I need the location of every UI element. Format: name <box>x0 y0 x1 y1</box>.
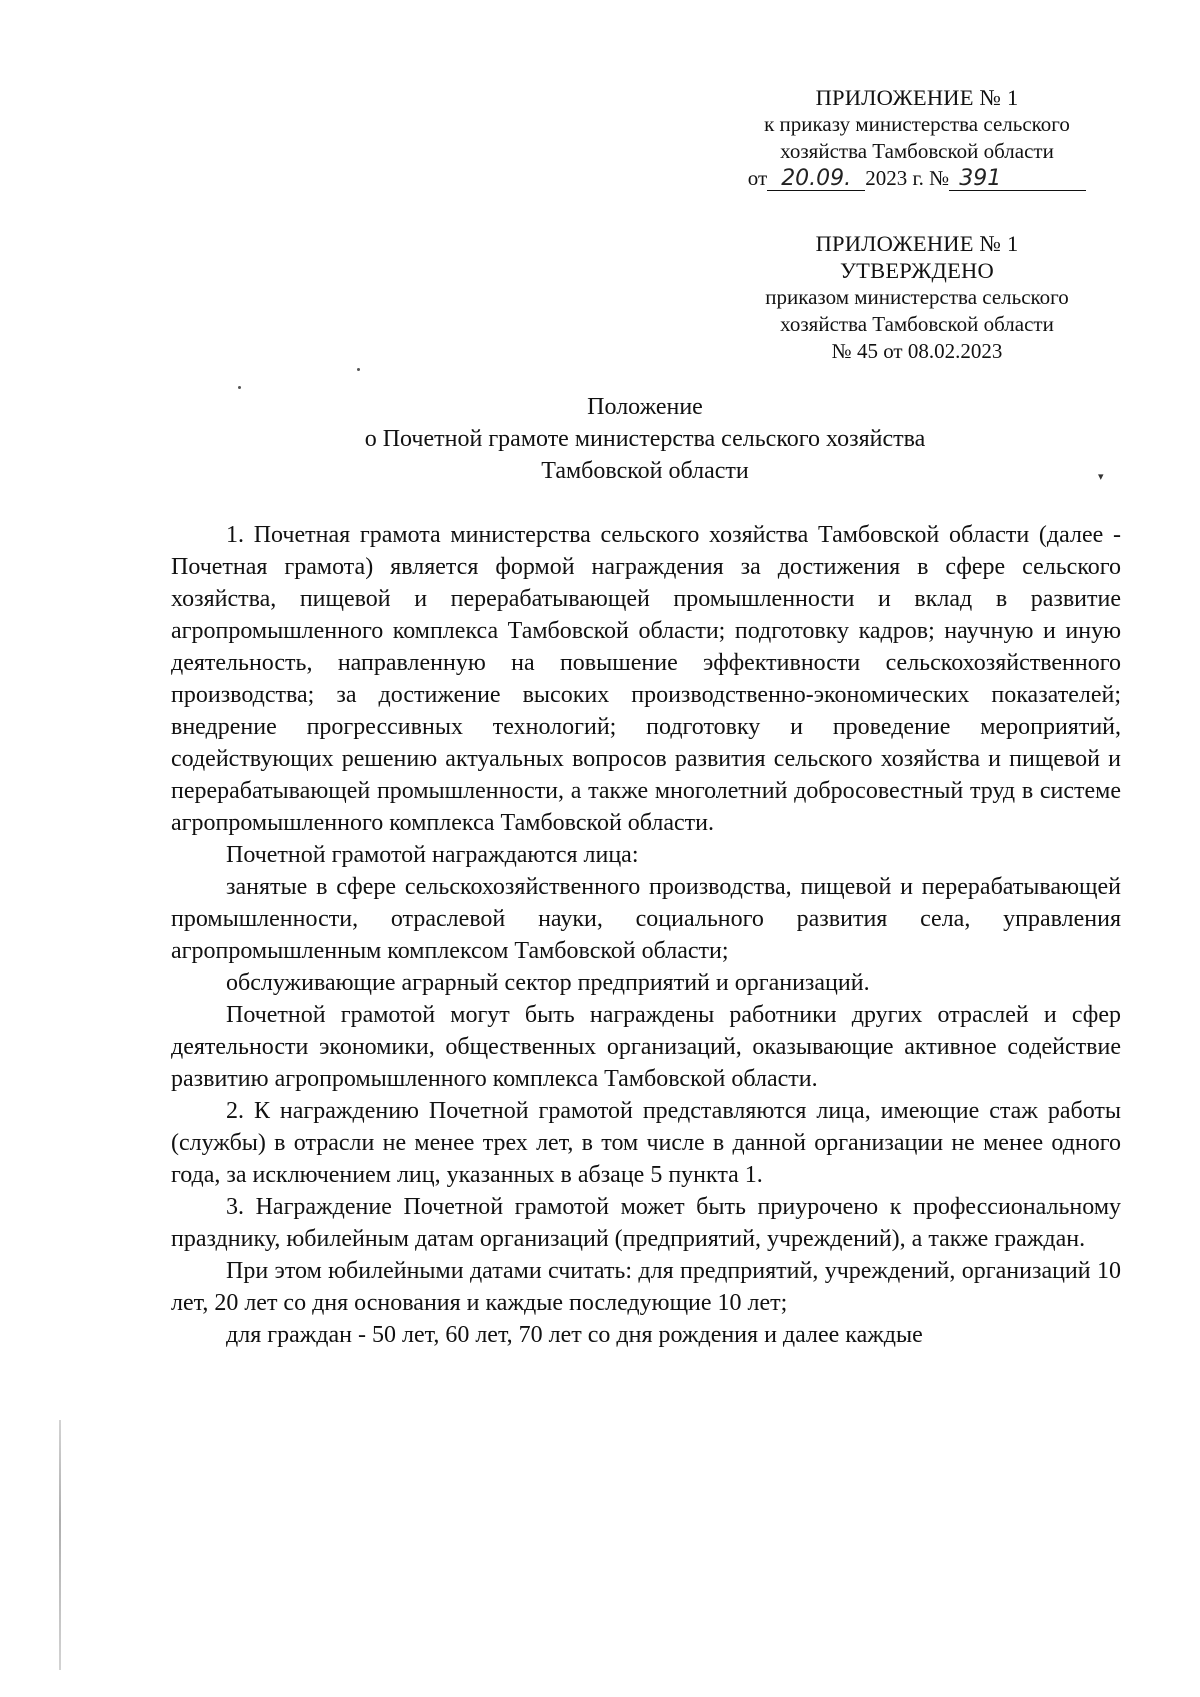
title-line2: о Почетной грамоте министерства сельского хозяйства <box>364 426 926 452</box>
approval-order-number: № 45 от 08.02.2023 <box>831 339 1003 363</box>
paragraph-6: 2. К награждению Почетной грамотой представляются лица, имеющие стаж работы (службы) в отрасли не менее трех лет, в том числе в данной организации не менее одного года, за исключением лиц, указанных в абзаце 5 пункта 1. <box>171 1098 1121 1188</box>
document-title <box>170 391 1120 487</box>
paragraph-4: обслуживающие аграрный сектор предприятий и организаций. <box>226 970 870 996</box>
scan-margin-line <box>59 1420 61 1670</box>
scan-speck <box>357 368 360 371</box>
document-body <box>171 519 1121 1351</box>
order-date-line <box>722 165 1112 192</box>
approval-appendix-label: ПРИЛОЖЕНИЕ № 1 <box>815 231 1019 256</box>
title-line3: Тамбовской области <box>541 458 749 484</box>
approval-header <box>722 230 1112 365</box>
paragraph-5: Почетной грамотой могут быть награждены работники других отраслей и сфер деятельности экономики, общественных организаций, оказывающие активное содействие развитию агропромышленного комплекса Тамбовской области. <box>171 1002 1121 1092</box>
paragraph-7: 3. Награждение Почетной грамотой может быть приурочено к профессиональному празднику, юбилейным датам организаций (предприятий, учреждений), а также граждан. <box>171 1194 1121 1252</box>
approval-order-line1: приказом министерства сельского <box>765 285 1069 309</box>
paragraph-1: 1. Почетная грамота министерства сельского хозяйства Тамбовской области (далее - Почетная грамота) является формой награждения за достижения в сфере сельского хозяйства, пищевой и перерабатывающей промышленности и вклад в развитие агропромышленного комплекса Тамбовской области; подготовку кадров; научную и иную деятельность, направленную на повышение эффективности сельскохозяйственного производства; за достижение высоких производственно-экономических показателей; внедрение прогрессивных технологий; подготовку и проведение мероприятий, содействующих решению актуальных вопросов развития сельского хозяйства и пищевой и перерабатывающей промышленности, а также многолетний добросовестный труд в системе агропромышленного комплекса Тамбовской области. <box>171 522 1121 836</box>
order-reference-line2: хозяйства Тамбовской области <box>780 139 1054 163</box>
approval-order-line2: хозяйства Тамбовской области <box>780 312 1054 336</box>
appendix-header <box>722 84 1112 192</box>
title-line1: Положение <box>587 394 703 420</box>
scan-speck <box>238 386 241 389</box>
paragraph-9: для граждан - 50 лет, 60 лет, 70 лет со дня рождения и далее каждые <box>226 1322 923 1348</box>
paragraph-3: занятые в сфере сельскохозяйственного производства, пищевой и перерабатывающей промышленности, отраслевой науки, социального развития села, управления агропромышленным комплексом Тамбовской области; <box>171 874 1121 964</box>
scan-artifact-mark: ▾ <box>1098 471 1104 483</box>
handwritten-order-number: 391 <box>949 168 1086 191</box>
order-reference-line1: к приказу министерства сельского <box>764 112 1070 136</box>
paragraph-2: Почетной грамотой награждаются лица: <box>226 842 639 868</box>
approved-label: УТВЕРЖДЕНО <box>840 258 994 283</box>
handwritten-date: 20.09. <box>767 168 865 191</box>
appendix-label: ПРИЛОЖЕНИЕ № 1 <box>815 85 1019 110</box>
order-year: 2023 г. № <box>865 166 950 190</box>
date-prefix: от <box>747 166 768 190</box>
paragraph-8: При этом юбилейными датами считать: для предприятий, учреждений, организаций 10 лет, 20 лет со дня основания и каждые последующие 10 лет; <box>171 1258 1121 1316</box>
